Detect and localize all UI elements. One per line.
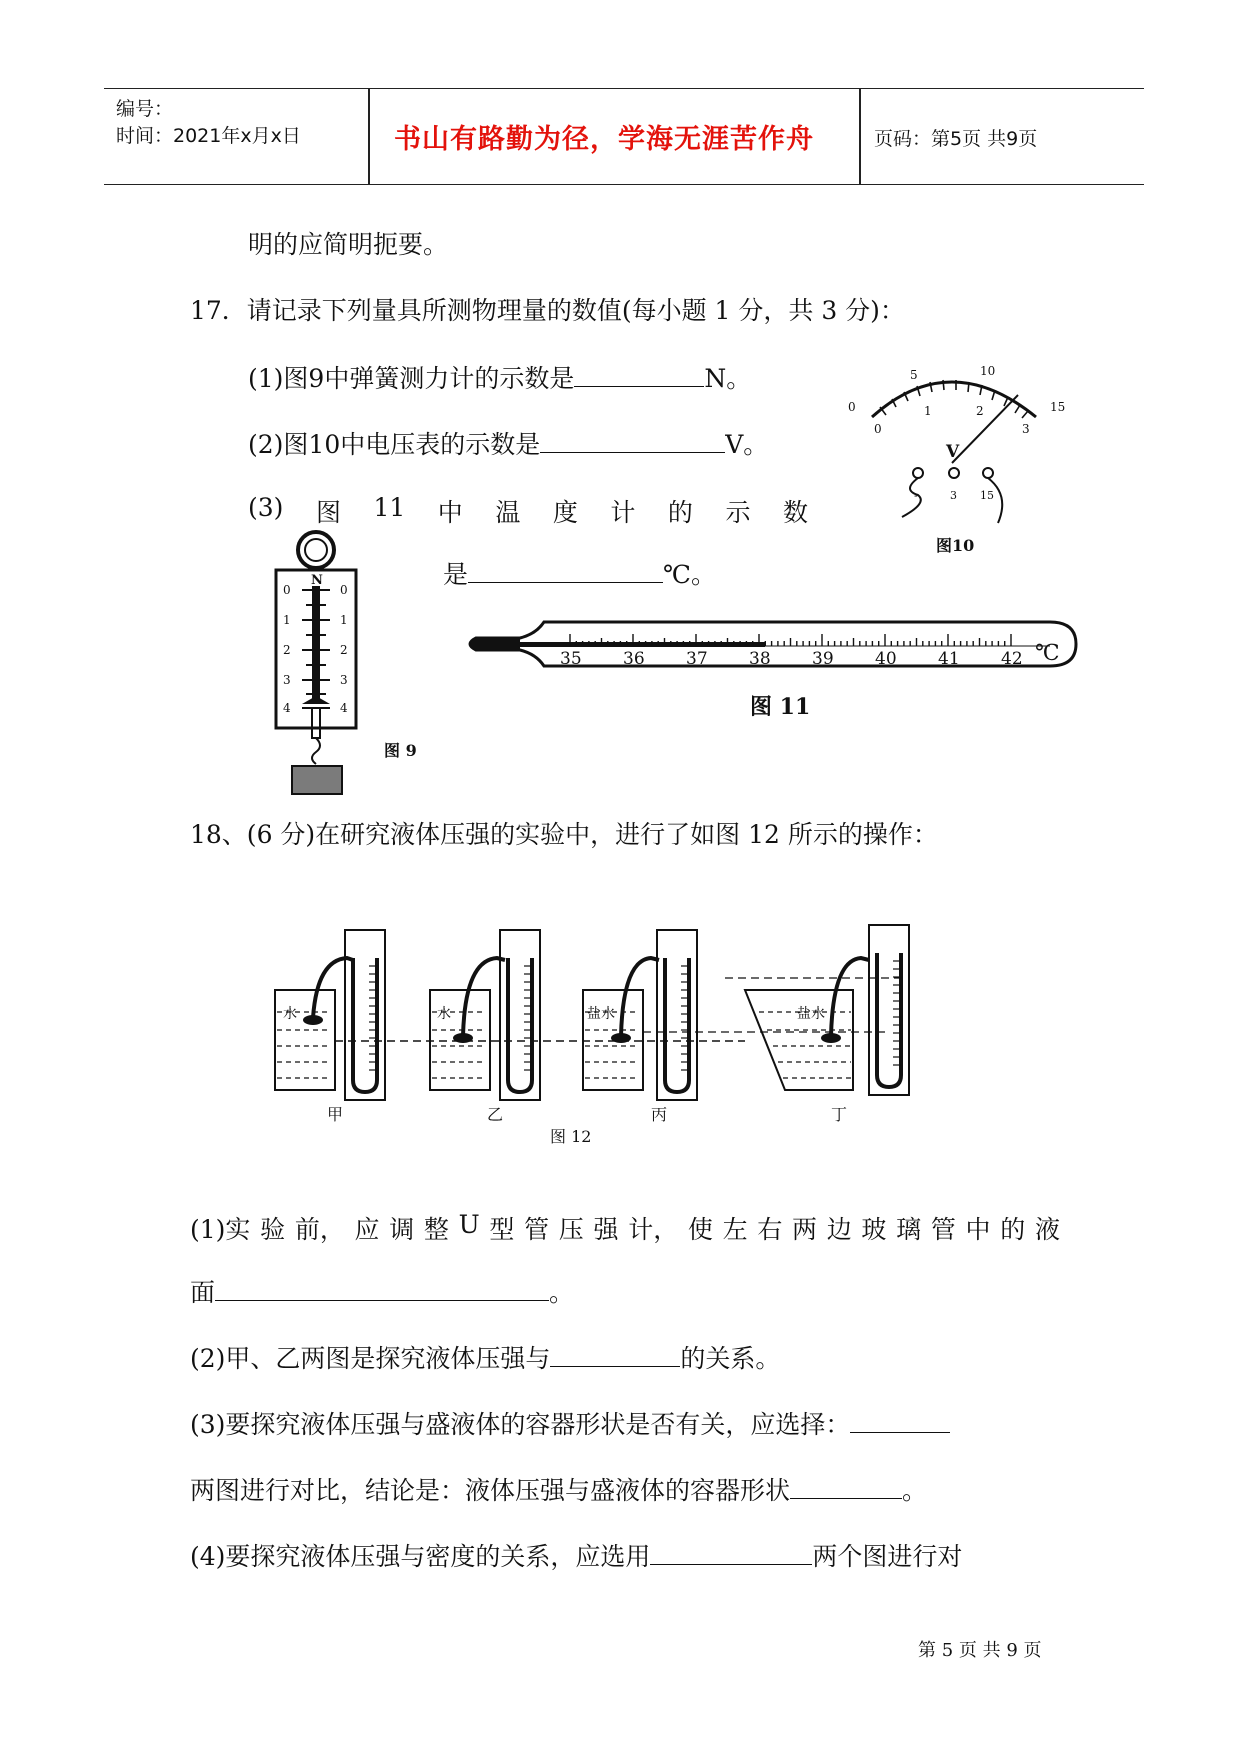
answer-blank[interactable] bbox=[850, 1408, 950, 1433]
tick-label: 3 bbox=[340, 673, 348, 687]
tick-label: 0 bbox=[283, 583, 291, 597]
q18-2 bbox=[190, 1342, 780, 1374]
q17-2 bbox=[248, 428, 768, 460]
header-divider bbox=[859, 89, 861, 184]
answer-blank[interactable] bbox=[468, 558, 663, 583]
scale-label: 2 bbox=[976, 404, 984, 418]
figure-11-caption: 图 11 bbox=[750, 694, 811, 720]
word: 11 bbox=[373, 493, 406, 522]
thermometer-scale-label: 41 bbox=[938, 649, 960, 669]
tick-label: 2 bbox=[283, 643, 291, 657]
figure-10-caption: 图10 bbox=[936, 536, 975, 555]
spring-scale-unit: N bbox=[311, 573, 323, 588]
scale-label: 3 bbox=[1022, 422, 1030, 436]
word: 玻 bbox=[861, 1215, 887, 1244]
tick-label: 1 bbox=[283, 613, 291, 627]
panel-label: 乙 bbox=[487, 1105, 504, 1124]
word: 强 bbox=[593, 1215, 619, 1244]
q17-3b bbox=[443, 558, 716, 590]
word: 验 bbox=[260, 1215, 286, 1244]
page-header bbox=[104, 88, 1144, 185]
word: 左 bbox=[722, 1215, 748, 1244]
q18-3-text: (3)要探究液体压强与盛液体的容器形状是否有关，应选择： bbox=[190, 1410, 851, 1439]
thermometer-scale-label: 35 bbox=[560, 649, 582, 669]
q18-1b bbox=[190, 1276, 574, 1308]
word: 中 bbox=[437, 498, 463, 527]
q17-3-line bbox=[248, 493, 808, 529]
tick-label: 4 bbox=[340, 701, 348, 715]
figure-11-thermometer bbox=[458, 612, 1088, 722]
header-page: 页码：第5页 共9页 bbox=[874, 128, 1038, 150]
q17-3-unit: ℃。 bbox=[663, 560, 716, 589]
word: 使 bbox=[687, 1215, 713, 1244]
word: 数 bbox=[782, 498, 808, 527]
q18-title: 18、(6 分)在研究液体压强的实验中，进行了如图 12 所示的操作： bbox=[190, 820, 938, 849]
word: 边 bbox=[826, 1215, 852, 1244]
scale-label: 1 bbox=[924, 404, 932, 418]
thermometer-scale-label: 42 bbox=[1001, 649, 1023, 669]
liquid-label: 水 bbox=[283, 1006, 297, 1022]
word: 度 bbox=[552, 498, 578, 527]
word: 中 bbox=[965, 1215, 991, 1244]
scale-label: 0 bbox=[848, 400, 856, 414]
word: 整 bbox=[423, 1215, 449, 1244]
figure-12-liquid-pressure bbox=[265, 920, 925, 1150]
word: 应 bbox=[354, 1215, 380, 1244]
panel-label: 丁 bbox=[831, 1105, 848, 1124]
panel-label: 甲 bbox=[327, 1105, 344, 1124]
answer-blank[interactable] bbox=[215, 1276, 549, 1301]
q18-3b-post: 。 bbox=[902, 1476, 928, 1505]
q18-2-text: (2)甲、乙两图是探究液体压强与 bbox=[190, 1344, 551, 1373]
word: 右 bbox=[757, 1215, 783, 1244]
panel-label: 丙 bbox=[651, 1105, 668, 1124]
header-divider bbox=[368, 89, 370, 184]
scale-label: 15 bbox=[1050, 400, 1066, 414]
word: (1)实 bbox=[190, 1215, 251, 1244]
word: 管 bbox=[524, 1215, 550, 1244]
q18-1-line bbox=[190, 1210, 1060, 1246]
liquid-label: 水 bbox=[437, 1006, 451, 1022]
word: 璃 bbox=[896, 1215, 922, 1244]
tick-label: 1 bbox=[340, 613, 348, 627]
word: U bbox=[458, 1210, 480, 1239]
q17-3-text: 是 bbox=[443, 560, 469, 589]
header-number: 编号： bbox=[116, 98, 174, 120]
thermometer-scale-label: 36 bbox=[623, 649, 645, 669]
q18-3b-text: 两图进行对比，结论是：液体压强与盛液体的容器形状 bbox=[190, 1476, 791, 1505]
word: 示 bbox=[725, 498, 751, 527]
word: 图 bbox=[315, 498, 341, 527]
q17-2-unit: V。 bbox=[725, 430, 769, 459]
thermometer-scale-label: 38 bbox=[749, 649, 771, 669]
thermometer-scale-label: 40 bbox=[875, 649, 897, 669]
answer-blank[interactable] bbox=[790, 1474, 902, 1499]
q17-1-unit: N。 bbox=[704, 364, 752, 393]
thermometer-unit: ℃ bbox=[1035, 641, 1060, 666]
tick-label: 4 bbox=[283, 701, 291, 715]
tick-label: 3 bbox=[283, 673, 291, 687]
q17-title: 17．请记录下列量具所测物理量的数值(每小题 1 分，共 3 分)： bbox=[190, 296, 905, 325]
terminal-label: - bbox=[914, 489, 918, 502]
q18-1-post: 。 bbox=[549, 1278, 575, 1307]
answer-blank[interactable] bbox=[540, 428, 725, 453]
tick-label: 0 bbox=[340, 583, 348, 597]
q18-1-text: 面 bbox=[190, 1278, 216, 1307]
word: 液 bbox=[1034, 1215, 1060, 1244]
scale-label: 0 bbox=[874, 422, 882, 436]
word: 的 bbox=[1000, 1215, 1026, 1244]
word: 计 bbox=[610, 498, 636, 527]
word: 型 bbox=[489, 1215, 515, 1244]
page-footer: 第 5 页 共 9 页 bbox=[918, 1640, 1042, 1661]
q17-1 bbox=[248, 362, 751, 394]
scale-label: 10 bbox=[980, 364, 996, 378]
word: 两 bbox=[792, 1215, 818, 1244]
answer-blank[interactable] bbox=[574, 362, 704, 387]
header-motto: 书山有路勤为径，学海无涯苦作舟 bbox=[394, 124, 814, 155]
figure-10-voltmeter bbox=[840, 355, 1080, 570]
continued-line: 明的应简明扼要。 bbox=[248, 230, 449, 259]
answer-blank[interactable] bbox=[550, 1342, 680, 1367]
q17-2-text: (2)图10中电压表的示数是 bbox=[248, 430, 541, 459]
q18-4 bbox=[190, 1540, 962, 1572]
meter-symbol: V bbox=[946, 442, 960, 462]
tick-label: 2 bbox=[340, 643, 348, 657]
word: 管 bbox=[930, 1215, 956, 1244]
figure-9-spring-scale bbox=[262, 528, 432, 798]
q17-1-text: (1)图9中弹簧测力计的示数是 bbox=[248, 364, 575, 393]
terminal-label: 3 bbox=[950, 489, 957, 502]
word: 温 bbox=[495, 498, 521, 527]
word: 压 bbox=[558, 1215, 584, 1244]
q18-3b bbox=[190, 1474, 927, 1506]
word: 计， bbox=[628, 1215, 679, 1244]
word: 前， bbox=[294, 1215, 345, 1244]
answer-blank[interactable] bbox=[650, 1540, 812, 1565]
word: (3) bbox=[248, 493, 284, 522]
thermometer-scale-label: 37 bbox=[686, 649, 708, 669]
figure-12-caption: 图 12 bbox=[550, 1127, 592, 1146]
q18-2-post: 的关系。 bbox=[680, 1344, 781, 1373]
scale-label: 5 bbox=[910, 368, 918, 382]
figure-9-caption: 图 9 bbox=[384, 741, 417, 760]
liquid-label: 盐水 bbox=[587, 1006, 615, 1022]
word: 调 bbox=[389, 1215, 415, 1244]
q18-3a bbox=[190, 1408, 950, 1440]
liquid-label: 盐水 bbox=[797, 1006, 825, 1022]
thermometer-scale-label: 39 bbox=[812, 649, 834, 669]
header-time: 时间：2021年x月x日 bbox=[116, 125, 301, 147]
q18-4-post: 两个图进行对 bbox=[812, 1542, 963, 1571]
terminal-label: 15 bbox=[980, 489, 994, 502]
q18-4-text: (4)要探究液体压强与密度的关系，应选用 bbox=[190, 1542, 651, 1571]
word: 的 bbox=[667, 498, 693, 527]
